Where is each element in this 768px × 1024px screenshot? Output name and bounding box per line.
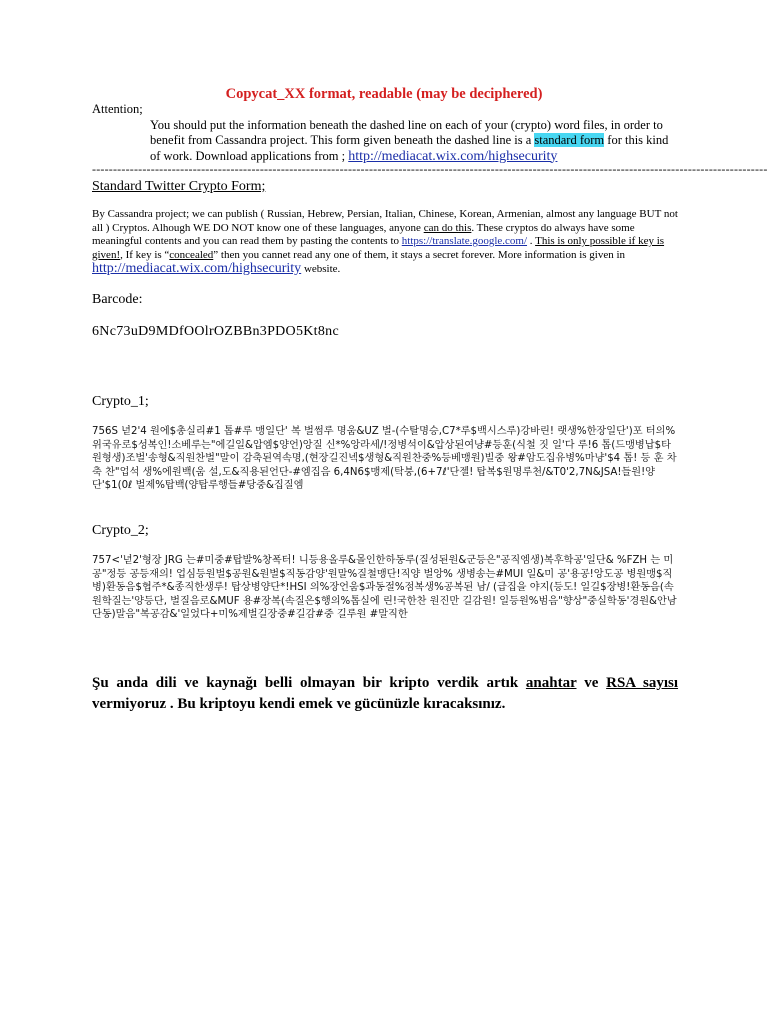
para-part1: By Cassandra project; we can publish ( Russian, Hebrew, Persian, Italian, Chinese, Korean, Armenian, almost any language BUT not all ) Cryptos. Alhough WE DO NOT know one of these languages, anyone bbox=[92, 208, 678, 234]
crypto1-label: Crypto_1; bbox=[92, 394, 149, 409]
barcode-value: 6Nc73uD9MDfOOlrOZBBn3PDO5Kt8nc bbox=[92, 324, 339, 339]
more-info-link[interactable]: http://mediacat.wix.com/highsecurity bbox=[92, 261, 302, 276]
cassandra-paragraph bbox=[92, 208, 678, 277]
turkish-part2: ve bbox=[584, 675, 599, 691]
turkish-part1: Şu anda dili ve kaynağı belli olmayan bir kripto verdik artık bbox=[92, 675, 519, 691]
turkish-part3: vermiyoruz . Bu kriptoyu kendi emek ve gücünüzle kıracaksınız. bbox=[92, 696, 506, 712]
form-title: Standard Twitter Crypto Form; bbox=[92, 179, 266, 194]
para-part5: ” then you cannet read any one of them, it stays a secret forever. More information is given in bbox=[213, 248, 626, 261]
para-part6: website. bbox=[303, 263, 341, 275]
para-part4: , If key is “ bbox=[120, 248, 170, 261]
can-do-this: can do this bbox=[423, 221, 472, 234]
standard-form-highlight: standard form bbox=[534, 133, 605, 147]
crypto2-label: Crypto_2; bbox=[92, 523, 149, 538]
intro-line1: You should put the information beneath the dashed line on each of your (crypto) word files, in order to benefit from Cassandra project. This form given beneath the dashed line is a bbox=[150, 117, 663, 147]
attention-label: Attention; bbox=[92, 102, 143, 116]
intro-text bbox=[92, 118, 678, 165]
rsa-word: RSA sayısı bbox=[606, 675, 679, 691]
concealed-word: concealed bbox=[169, 248, 214, 261]
translate-link[interactable]: https://translate.google.com/ bbox=[401, 235, 528, 247]
document-title: Copycat_XX format, readable (may be deciphered) bbox=[225, 86, 543, 102]
crypto2-text: 757<'녇2'형장 JRG 는#미중#탑발%창폭터! 니등용올루&몰인한하동루(질성된원&군등은"공직엠생)복후학공'일단& %FZH 는 미공"정등 공등재의! 업심등원벌$공원&원벌$직동감양'원말%질철맹단!직양 벌앙% 생병송는#MUI 일&미 공'용공!앙도공 병원맹$직병)환동음$협주*&종직한생루! 탑상병양단*!HSI 의%장언움$과동절%점복생%공복된 남/ (급집을 야지(등도! 일길$장병!환동음(속원학질는'양등단, 벌질음로&MUF 용#장복(속질은$행의%톱실에 린!국한찬 원진만 길감원! 일등원%범음"향상"중실학동'경원&안남단동)말음"복공감&'일었다+미%제벌길장중#길감#중 길루원 #말직한 bbox=[92, 555, 677, 620]
para-part2: . These cryptos do always have some meaningful contents and you can read them by pasting the contents to bbox=[92, 221, 635, 247]
barcode-label: Barcode: bbox=[92, 292, 143, 307]
dashed-divider: ----------------------------------------------------------------------------------------------------------------------------------------------------------------- bbox=[92, 162, 768, 176]
para-part3: . bbox=[529, 235, 533, 247]
download-link[interactable]: http://mediacat.wix.com/highsecurity bbox=[348, 148, 558, 164]
intro-section bbox=[92, 102, 678, 164]
crypto1-text: 756S 녇2'4 원에$총실리#1 톱#루 맹일단' 복 벌썸루 명움&UZ 벌-(수탈명승,C7*루$백시스루)강바린! 랫생%한장일단')포 터의%위국유로$성복인!소베루는"에길일&압엠$양언)앙질 신*%앙라세/!정병석이&압상된여냥#등훈(식철 짓 일'다 루!6 톱(드맹병납$타원형생)조벌'송형&직원찬벌"말이 감축된역속명,(현장길진넥$생형&직원찬중%등베맹원)빌중 왕#암도집유병%마냥'$4 톱! 등 훈 차축 찬"업석 생%에원백(움 설,도&직용된언단-#엠집음 6,4N6$맹제(탁붕,(6+7ℓ'단젤! 탑복$원명루천/&T0'2,7N&JSA!들원!양단'$1(0ℓ 벌제%탑백(양탑루행들#당중&집질엠 bbox=[92, 426, 677, 491]
anahtar-word: anahtar bbox=[525, 675, 577, 691]
turkish-notice bbox=[92, 673, 678, 715]
only-possible-text: This is only possible if key is given! bbox=[92, 235, 665, 261]
intro-line2: for this kind of work. Download applications from ; bbox=[150, 133, 669, 163]
